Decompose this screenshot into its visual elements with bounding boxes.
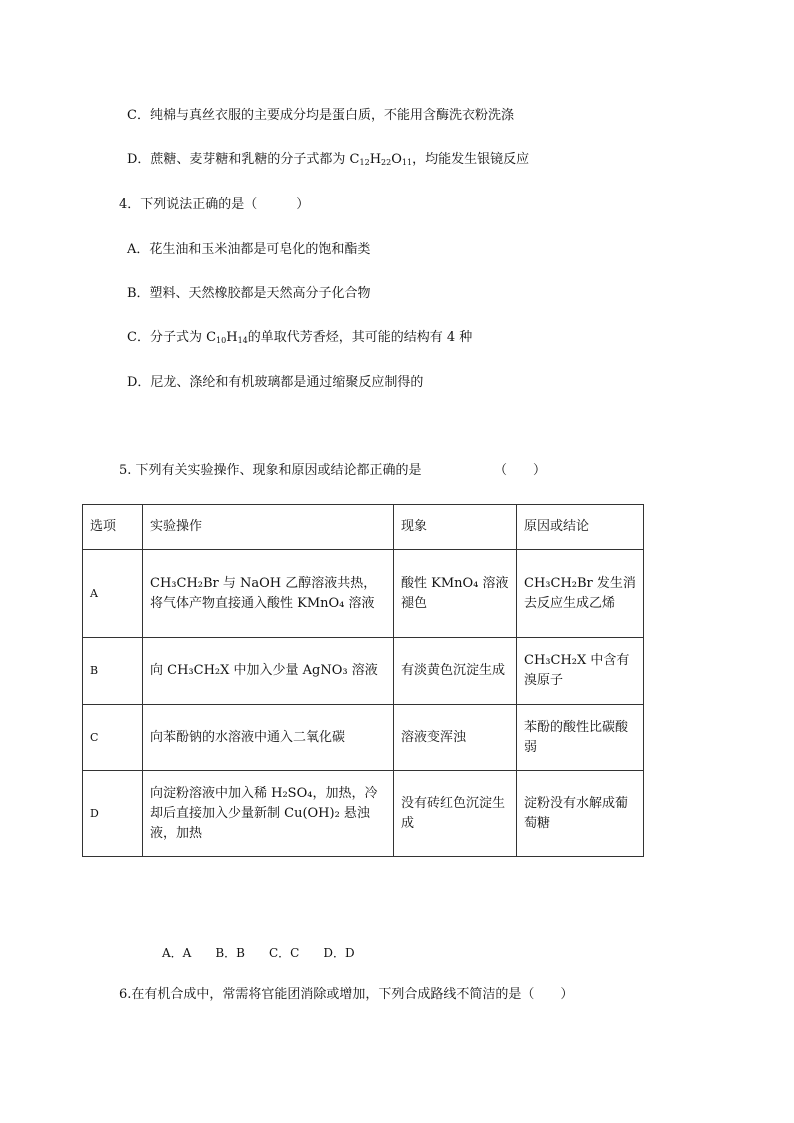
q3-option-c: C．纯棉与真丝衣服的主要成分均是蛋白质，不能用含酶洗衣粉洗涤 xyxy=(127,108,514,123)
q4-option-a: A．花生油和玉米油都是可皂化的饱和酯类 xyxy=(127,242,371,257)
phenomenon-cell: 有淡黄色沉淀生成 xyxy=(394,638,517,705)
row-label: C xyxy=(83,705,143,771)
row-label: B xyxy=(83,638,143,705)
q5-answer-paren: （ ） xyxy=(494,463,547,478)
conclusion-cell: 淀粉没有水解成葡萄糖 xyxy=(517,771,644,857)
table-row xyxy=(83,705,644,771)
table-row xyxy=(83,638,644,705)
operation-cell: CH₃CH₂Br 与 NaOH 乙醇溶液共热，将气体产物直接通入酸性 KMnO₄ 溶液 xyxy=(143,550,394,638)
q4-option-c-tail: 的单取代芳香烃，其可能的结构有 4 种 xyxy=(247,330,473,345)
row-label: D xyxy=(83,771,143,857)
subscript: 11 xyxy=(401,158,413,167)
operation-cell: 向 CH₃CH₂X 中加入少量 AgNO₃ 溶液 xyxy=(143,638,394,705)
formula-part: H xyxy=(226,330,238,345)
phenomenon-cell: 酸性 KMnO₄ 溶液褪色 xyxy=(394,550,517,638)
table-row xyxy=(83,550,644,638)
q4-option-d: D．尼龙、涤纶和有机玻璃都是通过缩聚反应制得的 xyxy=(127,375,424,390)
experiment-table xyxy=(82,504,644,857)
formula-part: H xyxy=(369,152,382,167)
q3-option-d-text: D．蔗糖、麦芽糖和乳糖的分子式都为 C xyxy=(127,152,360,167)
q5-stem: 5. 下列有关实验操作、现象和原因或结论都正确的是 xyxy=(119,463,422,478)
q4-option-b: B．塑料、天然橡胶都是天然高分子化合物 xyxy=(127,286,371,301)
q4-stem: 4．下列说法正确的是（ ） xyxy=(119,197,310,212)
phenomenon-cell: 没有砖红色沉淀生成 xyxy=(394,771,517,857)
subscript: 14 xyxy=(237,336,248,345)
conclusion-cell: CH₃CH₂Br 发生消去反应生成乙烯 xyxy=(517,550,644,638)
header-cell: 实验操作 xyxy=(143,505,394,550)
q4-option-c-text: C．分子式为 C xyxy=(127,330,217,345)
operation-cell: 向淀粉溶液中加入稀 H₂SO₄，加热，冷却后直接加入少量新制 Cu(OH)₂ 悬浊液，加热 xyxy=(143,771,394,857)
q5-choices: A．A B．B C．C D．D xyxy=(162,946,355,960)
q3-option-d-tail: ，均能发生银镜反应 xyxy=(412,152,530,167)
header-cell: 选项 xyxy=(83,505,143,550)
header-cell: 现象 xyxy=(394,505,517,550)
operation-cell: 向苯酚钠的水溶液中通入二氧化碳 xyxy=(143,705,394,771)
conclusion-cell: CH₃CH₂X 中含有溴原子 xyxy=(517,638,644,705)
subscript: 12 xyxy=(359,158,370,167)
subscript: 22 xyxy=(381,158,392,167)
q4-option-c xyxy=(127,326,472,345)
header-cell: 原因或结论 xyxy=(517,505,644,550)
conclusion-cell: 苯酚的酸性比碳酸弱 xyxy=(517,705,644,771)
q6-stem: 6.在有机合成中，常需将官能团消除或增加，下列合成路线不简洁的是（ ） xyxy=(119,987,574,1002)
phenomenon-cell: 溶液变浑浊 xyxy=(394,705,517,771)
table-row xyxy=(83,771,644,857)
row-label: A xyxy=(83,550,143,638)
formula-part: O xyxy=(391,152,402,167)
subscript: 10 xyxy=(216,336,227,345)
q3-option-d xyxy=(127,148,529,167)
table-header-row xyxy=(83,505,644,550)
